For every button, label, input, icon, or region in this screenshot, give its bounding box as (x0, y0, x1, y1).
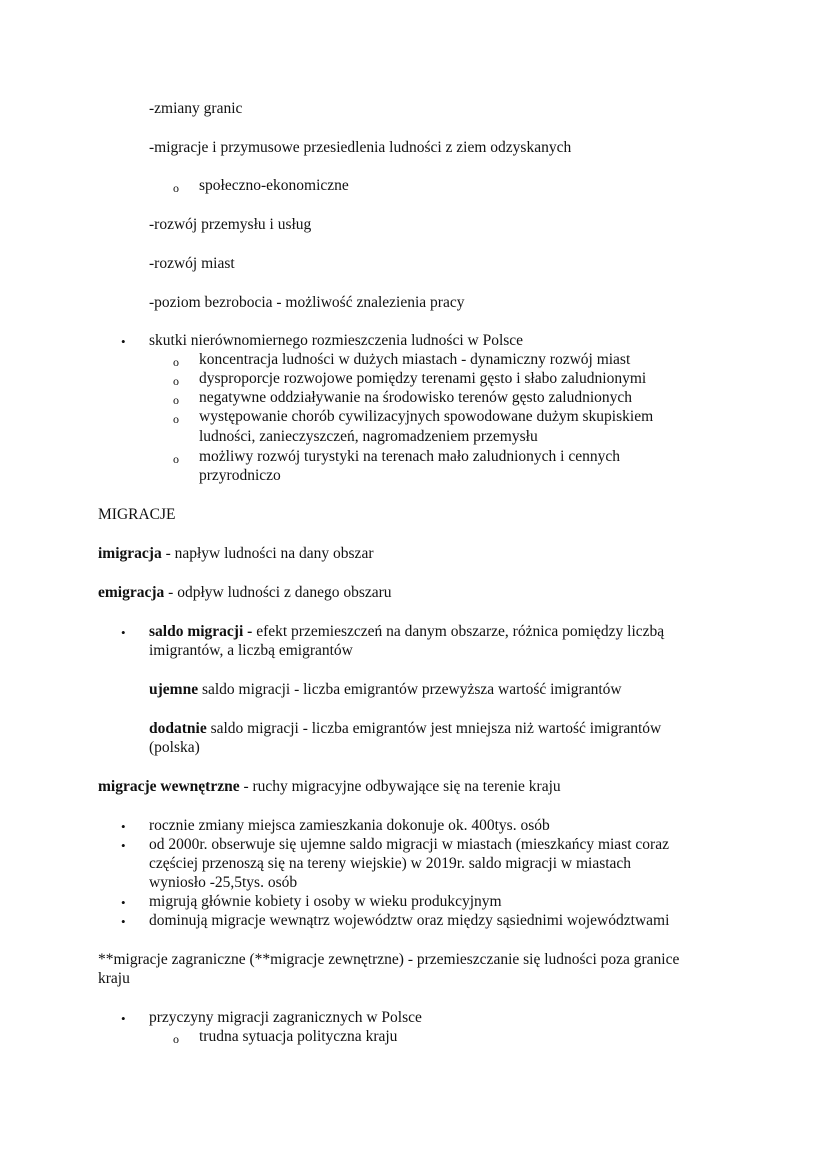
definition: saldo migracji - liczba emigrantów przewyższa wartość imigrantów (198, 681, 622, 698)
wew-item: dominują migracje wewnątrz województw oraz między sąsiednimi województwami (149, 912, 670, 929)
skutki-item-cont: ludności, zanieczyszczeń, nagromadzeniem przemysłu (199, 428, 538, 445)
zagraniczne-line-cont: kraju (98, 970, 130, 987)
skutki-item: dysproporcje rozwojowe pomiędzy terenami gęsto i słabo zaludnionymi (199, 370, 647, 387)
circle-bullet: o (173, 412, 179, 426)
definition: saldo migracji - liczba emigrantów jest mniejsza niż wartość imigrantów (206, 720, 662, 737)
bullet: • (121, 914, 126, 929)
def-wewnetrzne (98, 777, 561, 797)
bullet: • (121, 334, 126, 349)
def-saldo (149, 622, 664, 642)
line-zmiany-granic: -zmiany granic (149, 100, 243, 117)
circle-bullet: o (173, 374, 179, 388)
skutki-item: występowanie chorób cywilizacyjnych spowodowane dużym skupiskiem (199, 408, 654, 425)
bullet: • (121, 819, 126, 834)
zagraniczne-line: **migracje zagraniczne (**migracje zewnętrzne) - przemieszczanie się ludności poza granice (98, 951, 680, 968)
line-migracje-przesiedlenia: -migracje i przymusowe przesiedlenia ludności z ziem odzyskanych (149, 139, 572, 156)
def-saldo-cont: imigrantów, a liczbą emigrantów (149, 642, 353, 659)
term: emigracja (98, 584, 165, 601)
circle-bullet: o (173, 355, 179, 369)
skutki-item: możliwy rozwój turystyki na terenach mało zaludnionych i cennych (199, 448, 620, 465)
wew-item: migrują głównie kobiety i osoby w wieku produkcyjnym (149, 893, 502, 910)
term: saldo migracji - (149, 623, 253, 640)
term: ujemne (149, 681, 199, 698)
wew-item: od 2000r. obserwuje się ujemne saldo migracji w miastach (mieszkańcy miast coraz (149, 836, 669, 853)
def-ujemne (149, 680, 622, 700)
def-emigracja (98, 583, 392, 603)
skutki-item: koncentracja ludności w dużych miastach - dynamiczny rozwój miast (199, 351, 631, 368)
line-poziom-bezrobocia: -poziom bezrobocia - możliwość znalezienia pracy (149, 294, 465, 311)
line-rozwoj-przemyslu: -rozwój przemysłu i usług (149, 216, 312, 233)
wew-item-cont: wyniosło -25,5tys. osób (149, 874, 298, 891)
bullet: • (121, 625, 126, 640)
def-dodatnie-cont: (polska) (149, 739, 200, 756)
term: dodatnie (149, 720, 207, 737)
wew-item-cont: częściej przenoszą się na tereny wiejskie) w 2019r. saldo migracji w miastach (149, 855, 632, 872)
bullet: • (121, 1011, 126, 1026)
def-imigracja (98, 544, 373, 564)
term: migracje wewnętrzne (98, 778, 240, 795)
bullet: • (121, 838, 126, 853)
circle-bullet: o (173, 452, 179, 466)
line-rozwoj-miast: -rozwój miast (149, 255, 235, 272)
przyczyny-heading: przyczyny migracji zagranicznych w Polsce (149, 1009, 422, 1026)
wew-item: rocznie zmiany miejsca zamieszkania dokonuje ok. 400tys. osób (149, 817, 550, 834)
circle-bullet: o (173, 1032, 179, 1046)
line-spoleczno-ekonomiczne: społeczno-ekonomiczne (199, 177, 349, 194)
section-title: MIGRACJE (98, 506, 176, 523)
circle-bullet: o (173, 181, 179, 195)
definition: - napływ ludności na dany obszar (161, 545, 374, 562)
definition: efekt przemieszczeń na danym obszarze, różnica pomiędzy liczbą (252, 623, 665, 640)
przyczyny-item: trudna sytuacja polityczna kraju (199, 1028, 398, 1045)
circle-bullet: o (173, 393, 179, 407)
skutki-item: negatywne oddziaływanie na środowisko terenów gęsto zaludnionych (199, 389, 633, 406)
definition: - odpływ ludności z danego obszaru (164, 584, 392, 601)
skutki-item-cont: przyrodniczo (199, 467, 281, 484)
bullet: • (121, 895, 126, 910)
skutki-heading: skutki nierównomiernego rozmieszczenia ludności w Polsce (149, 332, 524, 349)
term: imigracja (98, 545, 162, 562)
definition: - ruchy migracyjne odbywające się na terenie kraju (239, 778, 561, 795)
def-dodatnie (149, 719, 661, 739)
